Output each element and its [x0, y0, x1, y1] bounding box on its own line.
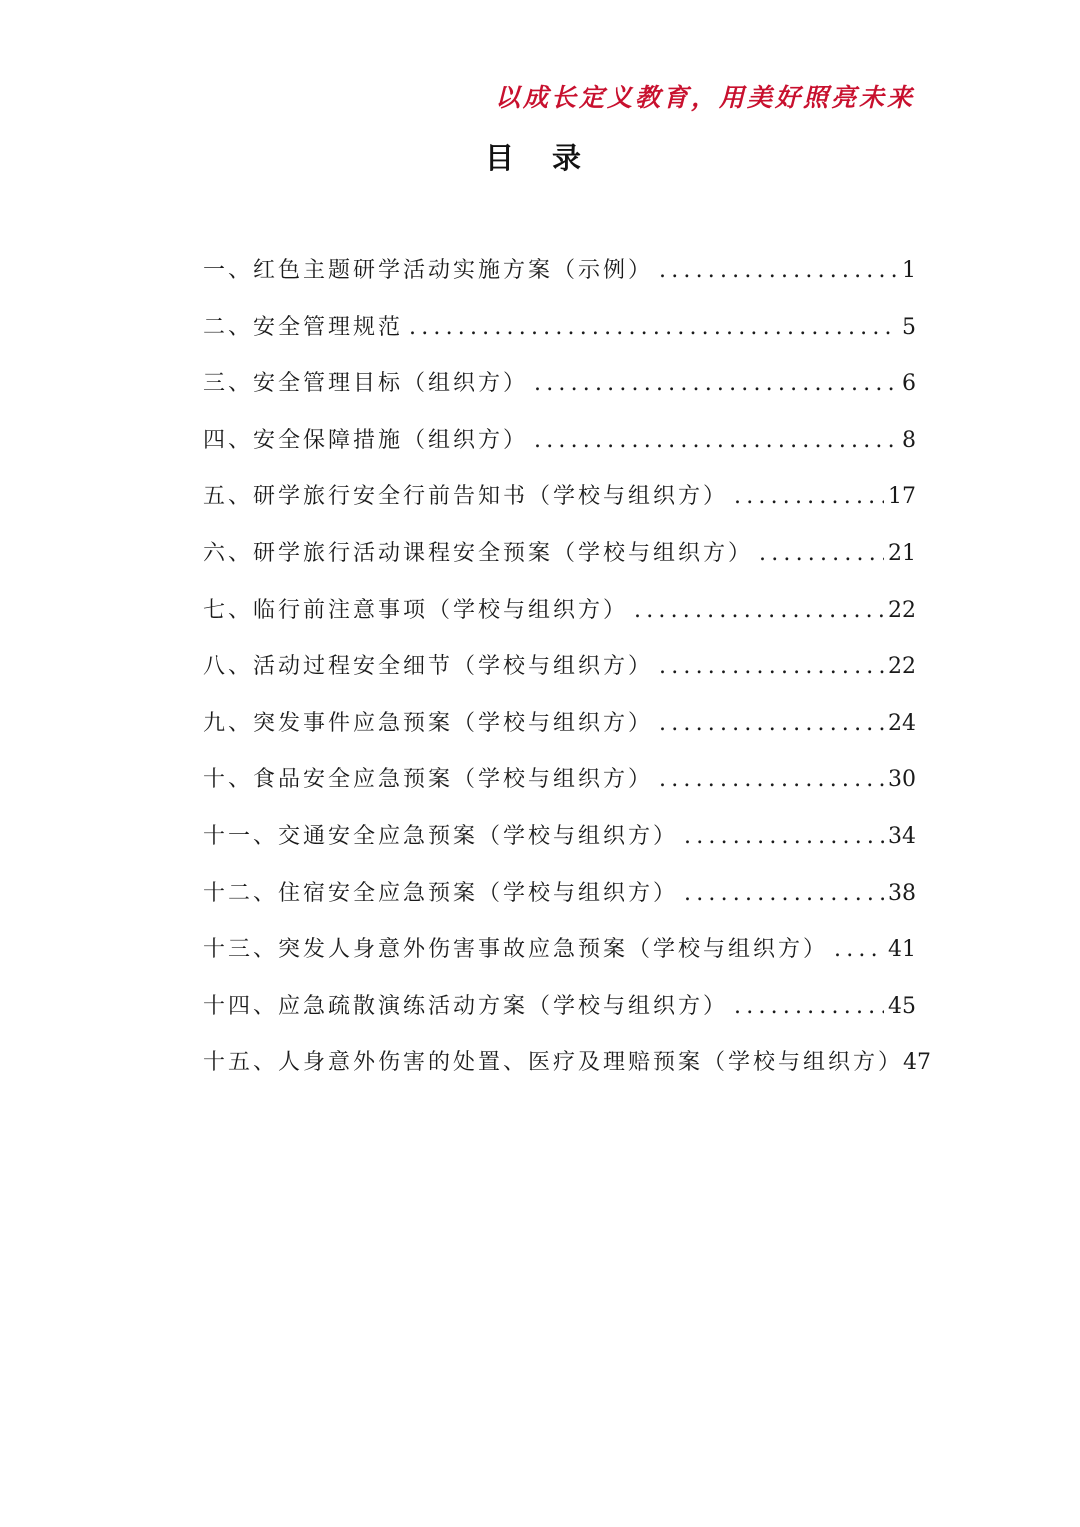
- toc-leader-dots: [659, 767, 884, 792]
- toc-entry-page: 45: [888, 993, 916, 1019]
- toc-entry-page: 8: [902, 427, 916, 453]
- toc-entry-page: 6: [902, 371, 916, 397]
- toc-leader-dots: [684, 881, 884, 906]
- toc-leader-dots: [659, 654, 884, 679]
- toc-entry[interactable]: [203, 989, 916, 1046]
- toc-entry-page: 1: [902, 258, 916, 283]
- toc-title: 目 录: [484, 141, 596, 175]
- toc-entry-page: 47: [903, 1050, 932, 1076]
- toc-leader-dots: [534, 371, 898, 396]
- toc-entry-page: 30: [888, 767, 916, 793]
- toc-entry-text: 十四、应急疏散演练活动方案（学校与组织方）: [203, 993, 729, 1019]
- toc-entry-page: 5: [902, 314, 916, 340]
- toc-entry-page: 24: [888, 710, 916, 736]
- toc-entry-text: 九、突发事件应急预案（学校与组织方）: [203, 710, 654, 736]
- toc-entry-text: 十、食品安全应急预案（学校与组织方）: [203, 767, 654, 793]
- toc-entry[interactable]: [203, 536, 916, 593]
- toc-entry-text: 十一、交通安全应急预案（学校与组织方）: [203, 823, 679, 849]
- toc-entry[interactable]: [203, 479, 916, 536]
- toc-entry-page: 22: [888, 654, 916, 680]
- toc-entry-text: 一、红色主题研学活动实施方案（示例）: [203, 258, 654, 283]
- toc-leader-dots: [834, 937, 884, 962]
- toc-entry-text: 三、安全管理目标（组织方）: [203, 371, 529, 397]
- toc-entry[interactable]: [203, 253, 916, 310]
- toc-leader-dots: [659, 711, 884, 736]
- toc-entry-text: 二、安全管理规范: [203, 314, 404, 340]
- toc-leader-dots: [734, 994, 884, 1019]
- toc-leader-dots: [409, 315, 898, 340]
- toc-entry-text: 十三、突发人身意外伤害事故应急预案（学校与组织方）: [203, 937, 829, 963]
- toc-entry-page: 22: [888, 597, 916, 623]
- header-slogan: 以成长定义教育，用美好照亮未来: [494, 83, 915, 112]
- toc-entry[interactable]: [203, 932, 916, 989]
- toc-leader-dots: [634, 598, 884, 623]
- toc-entry[interactable]: [203, 649, 916, 706]
- toc-entry-text: 四、安全保障措施（组织方）: [203, 427, 529, 453]
- toc-entry[interactable]: [203, 423, 916, 480]
- toc-entry[interactable]: [203, 876, 916, 933]
- toc-entry-page: 38: [888, 880, 916, 906]
- toc-entry-text: 五、研学旅行安全行前告知书（学校与组织方）: [203, 484, 729, 510]
- toc-entry[interactable]: [203, 706, 916, 763]
- toc-entry-page: 34: [888, 823, 916, 849]
- toc-entry-page: 17: [888, 484, 916, 510]
- toc-entry-page: 41: [888, 937, 916, 963]
- toc-leader-dots: [534, 428, 898, 453]
- toc-leader-dots: [734, 484, 884, 509]
- toc-entry[interactable]: [203, 366, 916, 423]
- toc-entry-text: 八、活动过程安全细节（学校与组织方）: [203, 654, 654, 680]
- toc-entry-text: 十五、人身意外伤害的处置、医疗及理赔预案（学校与组织方）: [203, 1050, 904, 1076]
- toc-entry[interactable]: [203, 593, 916, 650]
- toc-leader-dots: [684, 824, 884, 849]
- toc-entry-text: 十二、住宿安全应急预案（学校与组织方）: [203, 880, 679, 906]
- toc-entry[interactable]: [203, 1045, 943, 1102]
- toc-list: [203, 253, 943, 1102]
- toc-entry-text: 六、研学旅行活动课程安全预案（学校与组织方）: [203, 540, 754, 566]
- toc-entry[interactable]: [203, 310, 916, 367]
- toc-entry[interactable]: [203, 819, 916, 876]
- toc-leader-dots: [659, 258, 898, 283]
- toc-entry[interactable]: [203, 762, 916, 819]
- toc-entry-text: 七、临行前注意事项（学校与组织方）: [203, 597, 629, 623]
- toc-leader-dots: [759, 541, 884, 566]
- toc-entry-page: 21: [888, 540, 916, 566]
